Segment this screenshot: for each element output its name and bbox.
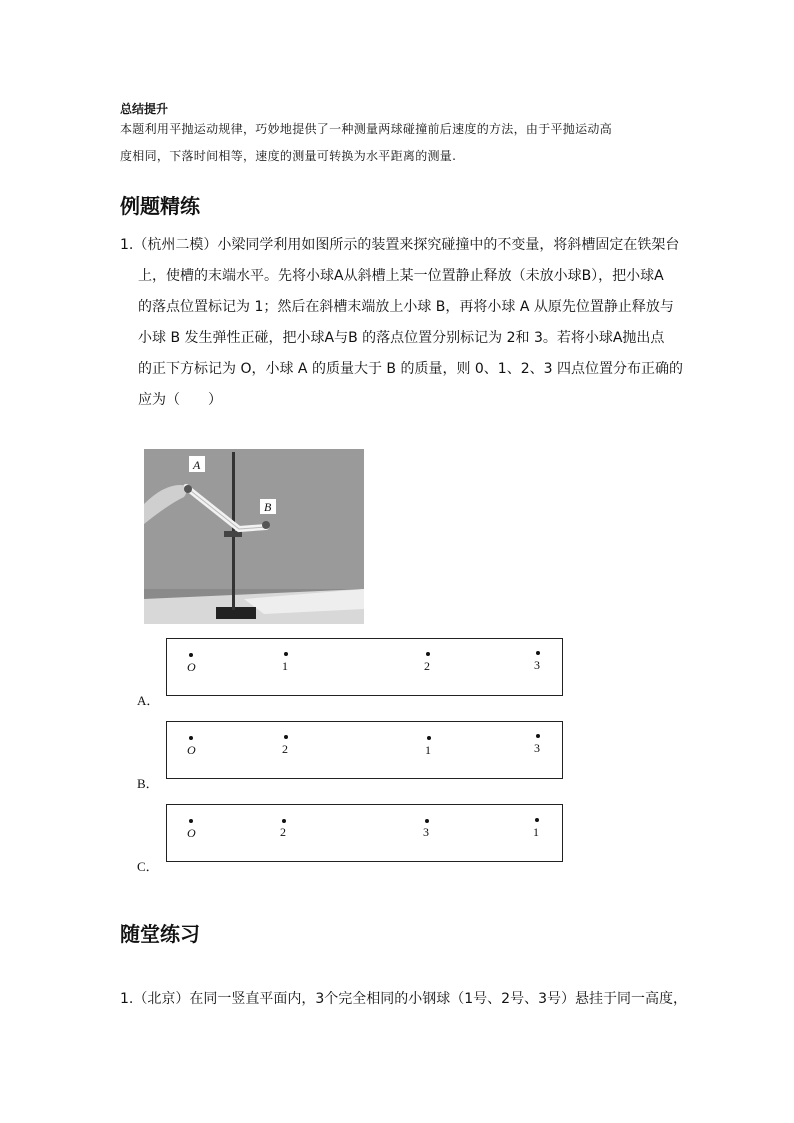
option-a-box[interactable] [166, 638, 563, 696]
option-a-point-4: 3 [534, 658, 540, 672]
section-title-practice: 随堂练习 [120, 922, 200, 946]
question-line-5: 的正下方标记为 O，小球 A 的质量大于 B 的质量，则 0、1、2、3 四点位置分布正确的 [138, 361, 683, 377]
section-title-examples: 例题精练 [120, 194, 200, 218]
option-b-point-1: O [187, 743, 196, 757]
summary-title: 总结提升 [120, 102, 169, 116]
option-b-point-4: 3 [534, 741, 540, 755]
practice-question-line-1: 1.（北京）在同一竖直平面内，3个完全相同的小钢球（1号、2号、3号）悬挂于同一高度， [120, 991, 687, 1007]
option-b-label: B． [137, 776, 159, 791]
question-line-4: 小球 B 发生弹性正碰，把小球A与B 的落点位置分别标记为 2和 3。若将小球A抛出点 [138, 330, 665, 346]
option-b-point-3: 1 [425, 743, 431, 757]
option-c-point-4: 1 [533, 825, 539, 839]
question-line-3: 的落点位置标记为 1；然后在斜槽末端放上小球 B，再将小球 A 从原先位置静止释放与 [138, 299, 674, 315]
option-c-label: C． [137, 859, 159, 874]
option-b-point-2: 2 [282, 742, 288, 756]
option-c-point-2: 2 [280, 825, 286, 839]
question-line-1: 1.（杭州二模）小梁同学利用如图所示的装置来探究碰撞中的不变量，将斜槽固定在铁架台 [120, 237, 680, 253]
question-line-2: 上，使槽的末端水平。先将小球A从斜槽上某一位置静止释放（未放小球B），把小球A [138, 268, 664, 284]
summary-line-2: 度相同，下落时间相等，速度的测量可转换为水平距离的测量. [120, 149, 457, 163]
option-a-point-1: O [187, 660, 196, 674]
apparatus-photo [144, 449, 364, 624]
option-a-point-2: 1 [282, 659, 288, 673]
option-b-box[interactable] [166, 721, 563, 779]
summary-line-1: 本题利用平抛运动规律，巧妙地提供了一种测量两球碰撞前后速度的方法，由于平抛运动高 [120, 122, 613, 136]
option-c-point-1: O [187, 826, 196, 840]
photo-label-a: A [193, 458, 201, 472]
question-line-6: 应为（ ） [138, 392, 222, 408]
option-c-point-3: 3 [423, 825, 429, 839]
option-c-box[interactable] [166, 804, 563, 862]
option-a-point-3: 2 [424, 659, 430, 673]
photo-label-b: B [264, 500, 272, 514]
option-a-label: A． [137, 693, 160, 708]
